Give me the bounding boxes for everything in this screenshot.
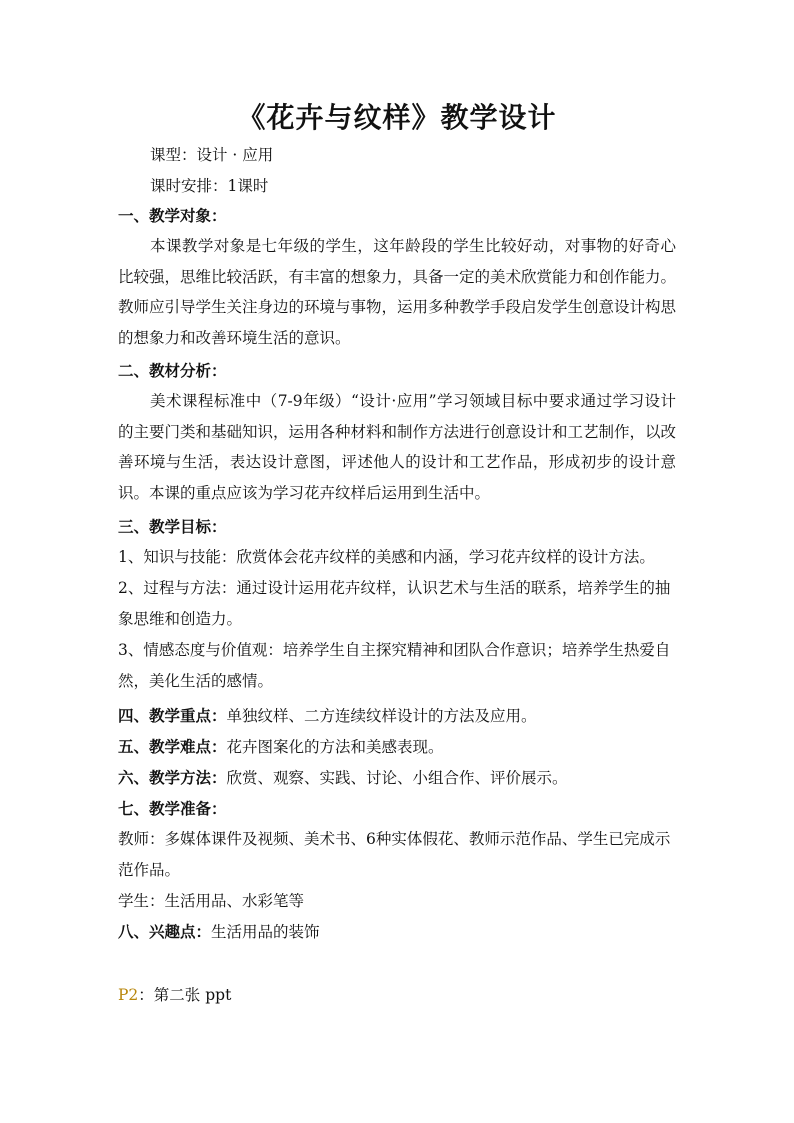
course-type: 课型：设计 · 应用 <box>150 146 274 164</box>
slide-label: P2 <box>118 986 139 1004</box>
section-2-heading: 二、教材分析： <box>118 361 227 380</box>
section-6-heading: 六、教学方法： <box>118 768 227 787</box>
document-title: 《花卉与纹样》教学设计 <box>237 101 557 134</box>
section-1-text: 本课教学对象是七年级的学生，这年龄段的学生比较好动，对事物的好奇心比较强，思维比较活跃，有丰富的想象力，具备一定的美术欣赏能力和创作能力。教师应引导学生关注身边的环境与事物，运用多种教学手段启发学生创意设计构思的想象力和改善环境生活的意识。 <box>118 237 677 347</box>
section-5-text: 花卉图案化的方法和美感表现。 <box>226 738 444 756</box>
goal-2: 2、过程与方法：通过设计运用花卉纹样，认识艺术与生活的联系，培养学生的抽象思维和创造力。 <box>118 579 671 628</box>
section-8-heading: 八、兴趣点： <box>118 922 212 941</box>
goal-1: 1、知识与技能：欣赏体会花卉纹样的美感和内涵，学习花卉纹样的设计方法。 <box>118 548 655 566</box>
section-5 <box>118 737 444 757</box>
slide-text: ：第二张 ppt <box>138 986 232 1004</box>
student-prep: 学生：生活用品、水彩笔等 <box>118 892 305 910</box>
section-6-text: 欣赏、观察、实践、讨论、小组合作、评价展示。 <box>226 769 568 787</box>
section-4-heading: 四、教学重点： <box>118 706 227 725</box>
section-8-text: 生活用品的装饰 <box>211 923 320 941</box>
class-schedule: 课时安排：1课时 <box>150 177 269 195</box>
slide-note <box>118 985 231 1005</box>
section-7-heading: 七、教学准备： <box>118 799 227 818</box>
section-4 <box>118 706 537 726</box>
section-4-text: 单独纹样、二方连续纹样设计的方法及应用。 <box>226 707 537 725</box>
section-1-heading: 一、教学对象： <box>118 206 227 225</box>
section-8 <box>118 922 320 942</box>
section-3-heading: 三、教学目标： <box>118 517 227 536</box>
goal-3: 3、情感态度与价值观：培养学生自主探究精神和团队合作意识；培养学生热爱自然，美化生活的感情。 <box>118 641 671 690</box>
teacher-prep: 教师：多媒体课件及视频、美术书、6种实体假花、教师示范作品、学生已完成示范作品。 <box>118 830 671 879</box>
section-5-heading: 五、教学难点： <box>118 737 227 756</box>
section-6 <box>118 768 568 788</box>
section-2-text: 美术课程标准中（7-9年级）“设计·应用”学习领域目标中要求通过学习设计的主要门类和基础知识，运用各种材料和制作方法进行创意设计和工艺制作，以改善环境与生活，表达设计意图，评述他人的设计和工艺作品，形成初步的设计意识。本课的重点应该为学习花卉纹样后运用到生活中。 <box>118 392 677 502</box>
